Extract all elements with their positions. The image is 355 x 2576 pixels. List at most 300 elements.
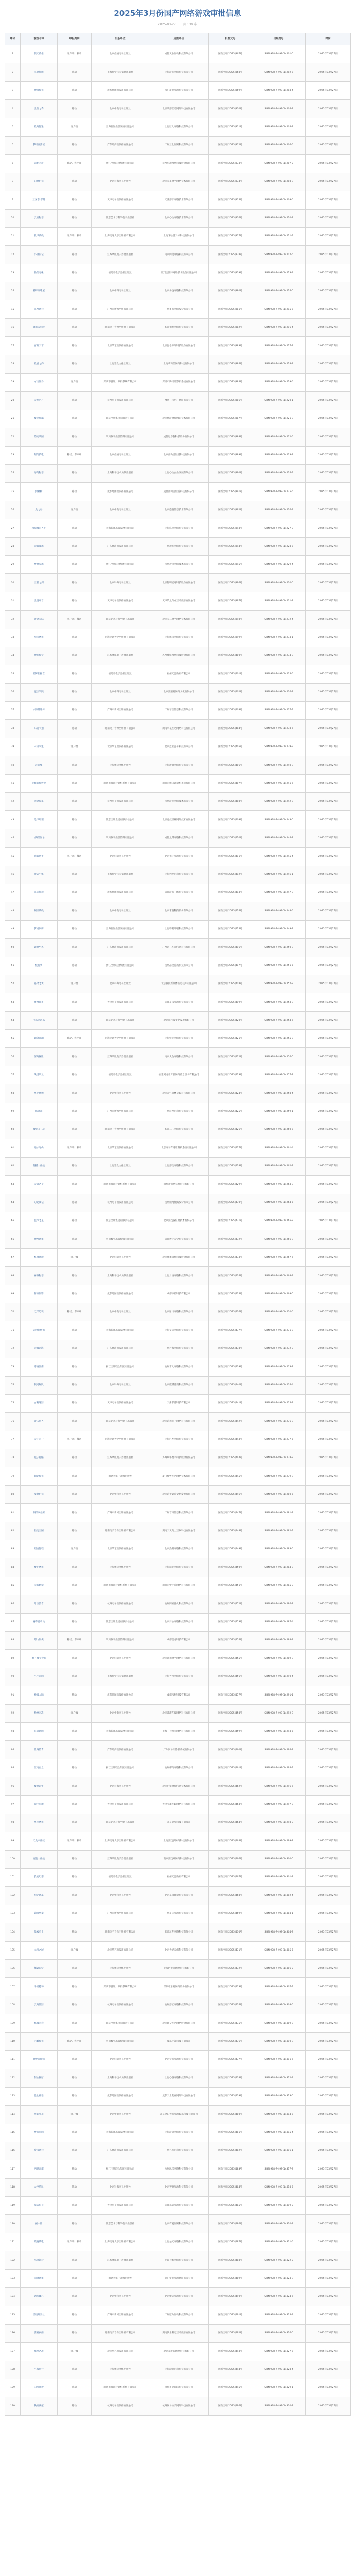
cell-index: 59 [5,1103,21,1121]
table-row [5,1814,351,1832]
cell-game-name: 画中仙 [21,2215,58,2233]
header-operator: 运营单位 [149,33,209,45]
table-row [5,1084,351,1103]
cell-game-name: 幻灵战记 [21,1194,58,1212]
cell-isbn: ISBN 978-7-498-14223-2 [252,446,306,464]
cell-game-name: 泡泡大作战 [21,1850,58,1868]
cell-approval-number: 国新出审[2025]377号 [209,227,252,245]
cell-category: 移动 [58,2288,92,2306]
cell-category: 移动 [58,355,92,373]
cell-operator: 广州九尾信息科技有限公司 [149,2142,209,2160]
cell-date: 2025年03月27日 [306,136,351,154]
table-row [5,1413,351,1431]
table-row [5,1212,351,1230]
cell-index: 72 [5,1340,21,1358]
cell-category: 移动 [58,720,92,738]
cell-publisher: 北京中电电子出版社 [92,1704,149,1722]
cell-approval-number: 国新出审[2025]439号 [209,1358,252,1376]
cell-approval-number: 国新出审[2025]405号 [209,738,252,756]
table-row [5,1905,351,1923]
cell-publisher: 深圳市腾讯计算机系统有限公司 [92,1176,149,1194]
cell-isbn: ISBN 978-7-498-14241-6 [252,774,306,792]
cell-category: 移动、客户端 [58,155,92,173]
cell-category: 移动 [58,428,92,446]
cell-game-name: 篮球之星 [21,1212,58,1230]
cell-approval-number: 国新出审[2025]368号 [209,63,252,81]
table-row [5,920,351,938]
table-body [5,45,351,2416]
cell-index: 1 [5,45,21,63]
cell-approval-number: 国新出审[2025]401号 [209,665,252,683]
cell-index: 122 [5,2251,21,2269]
cell-index: 77 [5,1431,21,1449]
table-row [5,1722,351,1740]
cell-isbn: ISBN 978-7-498-14260-7 [252,1121,306,1139]
cell-game-name: 天龙八部续 [21,1832,58,1850]
cell-approval-number: 国新出审[2025]410号 [209,829,252,847]
cell-operator: 广州网易计算机系统有限公司 [149,1741,209,1759]
cell-category: 移动 [58,920,92,938]
cell-game-name: 海岛物语 [21,464,58,482]
cell-approval-number: 国新出审[2025]440号 [209,1376,252,1394]
cell-category: 移动 [58,191,92,209]
cell-publisher: 北京华艺出版社有限公司 [92,1139,149,1157]
cell-game-name: 龙腾四海 [21,1340,58,1358]
cell-date: 2025年03月27日 [306,100,351,118]
table-row [5,374,351,392]
cell-operator: 北京掌趣科技股份有限公司 [149,902,209,920]
cell-publisher: 福建省电子音像出版社 [92,1066,149,1084]
cell-isbn: ISBN 978-7-498-14239-3 [252,738,306,756]
table-row [5,464,351,482]
cell-isbn: ISBN 978-7-498-14311-6 [252,2050,306,2069]
cell-approval-number: 国新出审[2025]424号 [209,1084,252,1103]
cell-approval-number: 国新出审[2025]422号 [209,1048,252,1066]
cell-date: 2025年03月27日 [306,173,351,191]
table-row [5,136,351,154]
cell-publisher: 北京艺术与科学电子出版社 [92,1814,149,1832]
cell-publisher: 北京科海电子出版社 [92,975,149,993]
cell-game-name: 萌宠乐园 [21,428,58,446]
cell-game-name: 模拟城市人生 [21,519,58,537]
table-row [5,1431,351,1449]
cell-approval-number: 国新出审[2025]473号 [209,1978,252,1996]
cell-isbn: ISBN 978-7-498-14218-8 [252,355,306,373]
cell-index: 88 [5,1631,21,1649]
cell-approval-number: 国新出审[2025]381号 [209,300,252,318]
cell-date: 2025年03月27日 [306,1376,351,1394]
cell-isbn: ISBN 978-7-498-14232-4 [252,611,306,629]
cell-index: 81 [5,1504,21,1522]
cell-approval-number: 国新出审[2025]372号 [209,136,252,154]
cell-date: 2025年03月27日 [306,1285,351,1303]
cell-isbn: ISBN 978-7-498-14297-3 [252,1795,306,1814]
table-row [5,1595,351,1613]
cell-publisher: 广东经济出版社有限公司 [92,2142,149,2160]
cell-operator: 苏州蜗牛数字科技股份有限公司 [149,1449,209,1467]
cell-approval-number: 国新出审[2025]425号 [209,1103,252,1121]
cell-approval-number: 国新出审[2025]456号 [209,1668,252,1686]
cell-isbn: ISBN 978-7-498-14209-6 [252,191,306,209]
cell-date: 2025年03月27日 [306,555,351,573]
cell-index: 92 [5,1704,21,1722]
cell-isbn: ISBN 978-7-498-14248-5 [252,902,306,920]
cell-publisher: 北京中科电子出版社 [92,683,149,701]
cell-approval-number: 国新出审[2025]455号 [209,1650,252,1668]
cell-game-name: 幻想纪元 [21,173,58,191]
cell-category: 移动 [58,902,92,920]
cell-date: 2025年03月27日 [306,118,351,136]
cell-approval-number: 国新出审[2025]431号 [209,1212,252,1230]
cell-index: 93 [5,1722,21,1740]
cell-category: 移动 [58,829,92,847]
cell-operator: 上海幻电信息科技有限公司 [149,2361,209,2379]
cell-publisher: 湖南电子音像出版社有限公司 [92,1121,149,1139]
cell-game-name: 重装突击 [21,2106,58,2124]
cell-game-name: 山海异闻录 [21,829,58,847]
cell-index: 96 [5,1777,21,1795]
cell-isbn: ISBN 978-7-498-14324-6 [252,2288,306,2306]
cell-date: 2025年03月27日 [306,647,351,665]
cell-publisher: 北京艺术与科学电子出版社 [92,209,149,227]
cell-operator: 上海哔哩哔哩科技有限公司 [149,920,209,938]
cell-date: 2025年03月27日 [306,939,351,957]
cell-publisher: 北京华艺出版社有限公司 [92,337,149,355]
cell-isbn: ISBN 978-7-498-14313-0 [252,2087,306,2105]
cell-operator: 四川蓝港互动科技有限公司 [149,81,209,99]
cell-category: 移动 [58,2306,92,2324]
cell-operator: 北京网易有道计算机系统有限公司 [149,1139,209,1157]
cell-index: 102 [5,1887,21,1905]
cell-approval-number: 国新出审[2025]413号 [209,884,252,902]
cell-category: 移动 [58,1978,92,1996]
table-row [5,1467,351,1485]
table-row [5,1230,351,1248]
table-row [5,1485,351,1503]
cell-operator: 天津星云互动科技有限公司 [149,993,209,1011]
cell-publisher: 北京华艺出版社有限公司 [92,1540,149,1558]
cell-index: 27 [5,519,21,537]
cell-category: 移动 [58,1230,92,1248]
table-row [5,1631,351,1649]
cell-index: 90 [5,1668,21,1686]
cell-category: 移动 [58,2014,92,2032]
table-row [5,2106,351,2124]
cell-publisher: 四川数字出版传媒有限公司 [92,829,149,847]
cell-operator: 北京搜狐新媒体信息技术有限公司 [149,975,209,993]
cell-publisher: 广东经济出版社有限公司 [92,537,149,555]
table-row [5,1248,351,1266]
cell-approval-number: 国新出审[2025]438号 [209,1340,252,1358]
cell-index: 46 [5,866,21,884]
cell-date: 2025年03月27日 [306,2050,351,2069]
cell-date: 2025年03月27日 [306,1485,351,1503]
cell-operator: 广州四三九九信息科技有限公司 [149,939,209,957]
cell-index: 64 [5,1194,21,1212]
cell-game-name: 西湖奇谭 [21,2160,58,2178]
cell-category: 客户端 [58,1248,92,1266]
cell-category: 移动、客户端 [58,1631,92,1649]
cell-publisher: 北京出版集团有限责任公司 [92,811,149,829]
cell-game-name: 心动恋曲 [21,1722,58,1740]
cell-game-name: 锦绣华章 [21,1905,58,1923]
cell-game-name: 甜点物语 [21,629,58,647]
cell-publisher: 天津电子出版社有限公司 [92,993,149,1011]
cell-index: 32 [5,611,21,629]
cell-date: 2025年03月27日 [306,683,351,701]
cell-index: 114 [5,2106,21,2124]
cell-game-name: 枪神对决 [21,1704,58,1722]
cell-isbn: ISBN 978-7-498-14225-6 [252,483,306,501]
table-row [5,1668,351,1686]
cell-approval-number: 国新出审[2025]399号 [209,629,252,647]
cell-isbn: ISBN 978-7-498-14236-2 [252,683,306,701]
cell-index: 94 [5,1741,21,1759]
cell-publisher: 深圳市腾讯计算机系统有限公司 [92,374,149,392]
cell-date: 2025年03月27日 [306,1303,351,1321]
cell-index: 101 [5,1869,21,1887]
cell-date: 2025年03月27日 [306,2014,351,2032]
cell-publisher: 北京出版集团有限责任公司 [92,410,149,428]
cell-index: 16 [5,318,21,336]
cell-publisher: 北京科海电子出版社 [92,1376,149,1394]
cell-operator: 上海益玩网络科技有限公司 [149,1321,209,1340]
table-row [5,829,351,847]
cell-category: 客户端、移动 [58,227,92,245]
cell-isbn: ISBN 978-7-498-14229-4 [252,555,306,573]
cell-publisher: 四川数字出版传媒有限公司 [92,428,149,446]
cell-operator: 北京热酷网络科技有限公司 [149,1540,209,1558]
cell-index: 37 [5,702,21,720]
cell-approval-number: 国新出审[2025]452号 [209,1595,252,1613]
cell-index: 35 [5,665,21,683]
cell-category: 移动 [58,1577,92,1595]
cell-publisher: 北京中电电子出版社 [92,501,149,519]
cell-approval-number: 国新出审[2025]450号 [209,1558,252,1577]
cell-index: 70 [5,1303,21,1321]
cell-date: 2025年03月27日 [306,720,351,738]
cell-isbn: ISBN 978-7-498-14300-0 [252,1850,306,1868]
table-row [5,1449,351,1467]
cell-index: 5 [5,118,21,136]
cell-operator: 北京盛趣信息技术有限公司 [149,501,209,519]
cell-date: 2025年03月27日 [306,1777,351,1795]
cell-approval-number: 国新出审[2025]370号 [209,100,252,118]
cell-operator: 湖南草花互动网络科技有限公司 [149,720,209,738]
table-row [5,2269,351,2287]
cell-approval-number: 国新出审[2025]408号 [209,793,252,811]
cell-category: 移动 [58,300,92,318]
cell-operator: 天津紫龙奇点互动娱乐有限公司 [149,592,209,610]
cell-category: 客户端 [58,2106,92,2124]
cell-date: 2025年03月27日 [306,920,351,938]
table-row [5,2215,351,2233]
cell-isbn: ISBN 978-7-498-14308-6 [252,1996,306,2014]
table-row [5,483,351,501]
cell-operator: 深圳市乐易网络股份有限公司 [149,1978,209,1996]
cell-game-name: 足球经理 [21,811,58,829]
cell-publisher: 北京艺术与科学电子出版社 [92,1413,149,1431]
cell-operator: 上海烛光网络科技有限公司 [149,2233,209,2251]
cell-date: 2025年03月27日 [306,1722,351,1740]
cell-publisher: 湖南电子音像出版社有限公司 [92,1522,149,1540]
cell-isbn: ISBN 978-7-498-14319-2 [252,2197,306,2215]
cell-operator: 成都天象互动科技有限公司 [149,45,209,63]
cell-operator: 上海游族网络科技有限公司 [149,63,209,81]
cell-publisher: 上海新闻出版发展有限公司 [92,118,149,136]
cell-game-name: 神魔大陆 [21,1686,58,1704]
cell-approval-number: 国新出审[2025]428号 [209,1157,252,1175]
table-row [5,1103,351,1121]
page-title: 2025年3月份国产网络游戏审批信息 [114,9,241,18]
cell-date: 2025年03月27日 [306,1467,351,1485]
cell-game-name: 荣耀战场 [21,537,58,555]
cell-index: 89 [5,1650,21,1668]
cell-operator: 上海心游网络科技有限公司 [149,2069,209,2087]
cell-index: 105 [5,1941,21,1959]
cell-date: 2025年03月27日 [306,592,351,610]
cell-index: 38 [5,720,21,738]
cell-isbn: ISBN 978-7-498-14303-1 [252,1905,306,1923]
cell-isbn: ISBN 978-7-498-14245-4 [252,848,306,866]
cell-publisher: 浙江出版联合集团有限公司 [92,2160,149,2178]
cell-game-name: 侠义英雄 [21,45,58,63]
cell-operator: 上海悠星网络科技有限公司 [149,519,209,537]
cell-category: 移动 [58,1084,92,1103]
cell-publisher: 上海交通大学出版社有限公司 [92,227,149,245]
cell-category: 客户端 [58,975,92,993]
cell-publisher: 上海新闻出版发展有限公司 [92,519,149,537]
cell-game-name: 指尖王国 [21,1522,58,1540]
cell-publisher: 上海新闻出版发展有限公司 [92,920,149,938]
cell-category: 移动 [58,1011,92,1029]
cell-index: 78 [5,1449,21,1467]
cell-approval-number: 国新出审[2025]453号 [209,1613,252,1631]
cell-index: 14 [5,282,21,300]
cell-isbn: ISBN 978-7-498-14325-3 [252,2306,306,2324]
table-row [5,1011,351,1029]
cell-publisher: 北京科海电子出版社 [92,2178,149,2196]
cell-game-name: 三国志·群英 [21,191,58,209]
table-row [5,555,351,573]
cell-game-name: 钢铁雄心 [21,2288,58,2306]
cell-game-name: 星海征途 [21,118,58,136]
cell-category: 移动 [58,683,92,701]
cell-operator: 北京畅游时代数码技术有限公司 [149,410,209,428]
cell-category: 客户端 [58,1540,92,1558]
cell-game-name: 钱塘潮起 [21,2397,58,2415]
cell-approval-number: 国新出审[2025]482号 [209,2142,252,2160]
cell-isbn: ISBN 978-7-498-14307-9 [252,1978,306,1996]
table-row [5,81,351,99]
cell-index: 76 [5,1413,21,1431]
cell-isbn: ISBN 978-7-498-14309-3 [252,2014,306,2032]
cell-category: 客户端、移动 [58,1139,92,1157]
cell-index: 28 [5,537,21,555]
cell-operator: 杭州浮云网络科技有限公司 [149,1996,209,2014]
cell-isbn: ISBN 978-7-498-14315-4 [252,2124,306,2142]
cell-operator: 天津游卡网络技术有限公司 [149,191,209,209]
cell-operator: 北京游戏谷信息技术有限公司 [149,1212,209,1230]
cell-index: 43 [5,811,21,829]
cell-index: 106 [5,1960,21,1978]
cell-isbn: ISBN 978-7-498-14246-1 [252,866,306,884]
cell-date: 2025年03月27日 [306,1522,351,1540]
cell-game-name: 星际指挥官 [21,665,58,683]
cell-approval-number: 国新出审[2025]458号 [209,1704,252,1722]
cell-date: 2025年03月27日 [306,1558,351,1577]
table-row [5,2197,351,2215]
cell-game-name: 无尽边境 [21,1303,58,1321]
cell-operator: 杭州椰岛网络科技有限公司 [149,1759,209,1777]
cell-index: 69 [5,1285,21,1303]
cell-game-name: 武林至尊 [21,939,58,957]
cell-game-name: 甜心餐厅 [21,2069,58,2087]
cell-isbn: ISBN 978-7-498-14318-5 [252,2178,306,2196]
cell-date: 2025年03月27日 [306,1121,351,1139]
cell-date: 2025年03月27日 [306,2106,351,2124]
cell-index: 18 [5,355,21,373]
cell-approval-number: 国新出审[2025]382号 [209,318,252,336]
cell-game-name: 剑气长歌 [21,446,58,464]
cell-index: 49 [5,920,21,938]
cell-publisher: 北京华艺出版社有限公司 [92,2343,149,2361]
cell-category: 移动 [58,1814,92,1832]
cell-category: 移动 [58,756,92,774]
table-row [5,300,351,318]
cell-isbn: ISBN 978-7-498-14296-6 [252,1777,306,1795]
cell-operator: 福建网龙计算机网络信息技术有限公司 [149,1066,209,1084]
cell-operator: 北京像素软件科技股份有限公司 [149,1248,209,1266]
cell-index: 115 [5,2124,21,2142]
cell-operator: 北京乐游互动网络科技有限公司 [149,100,209,118]
cell-category: 移动 [58,519,92,537]
cell-publisher: 成都地图出版社有限公司 [92,483,149,501]
cell-game-name: 星座物语 [21,1814,58,1832]
cell-isbn: ISBN 978-7-498-14298-0 [252,1814,306,1832]
cell-publisher: 上海雅众文化出版社 [92,2361,149,2379]
cell-publisher: 成都地图出版社有限公司 [92,1686,149,1704]
cell-approval-number: 国新出审[2025]417号 [209,957,252,975]
cell-date: 2025年03月27日 [306,1795,351,1814]
cell-date: 2025年03月27日 [306,1030,351,1048]
cell-game-name: 九州风云 [21,300,58,318]
cell-index: 3 [5,81,21,99]
cell-index: 111 [5,2050,21,2069]
cell-category: 移动 [58,1960,92,1978]
cell-operator: 南京网觉网络科技有限公司 [149,246,209,264]
cell-isbn: ISBN 978-7-498-14327-7 [252,2343,306,2361]
cell-operator: 北京蓝亚盒子科技有限公司 [149,738,209,756]
cell-date: 2025年03月27日 [306,2215,351,2233]
cell-category: 移动 [58,555,92,573]
cell-game-name: 赛博都市 [21,993,58,1011]
cell-game-name: 海盗船长 [21,2197,58,2215]
cell-index: 79 [5,1467,21,1485]
cell-operator: 广州灵犀互动科技有限公司 [149,1905,209,1923]
cell-category: 移动 [58,1048,92,1066]
cell-game-name: 遗迹探秘 [21,793,58,811]
cell-category: 移动 [58,318,92,336]
table-row [5,2251,351,2269]
cell-index: 29 [5,555,21,573]
cell-isbn: ISBN 978-7-498-14244-7 [252,829,306,847]
cell-operator: 成都墨龙科技有限公司 [149,1631,209,1649]
table-row [5,2361,351,2379]
cell-operator: 北京天马时空网络技术有限公司 [149,611,209,629]
table-row [5,902,351,920]
cell-category: 移动 [58,866,92,884]
